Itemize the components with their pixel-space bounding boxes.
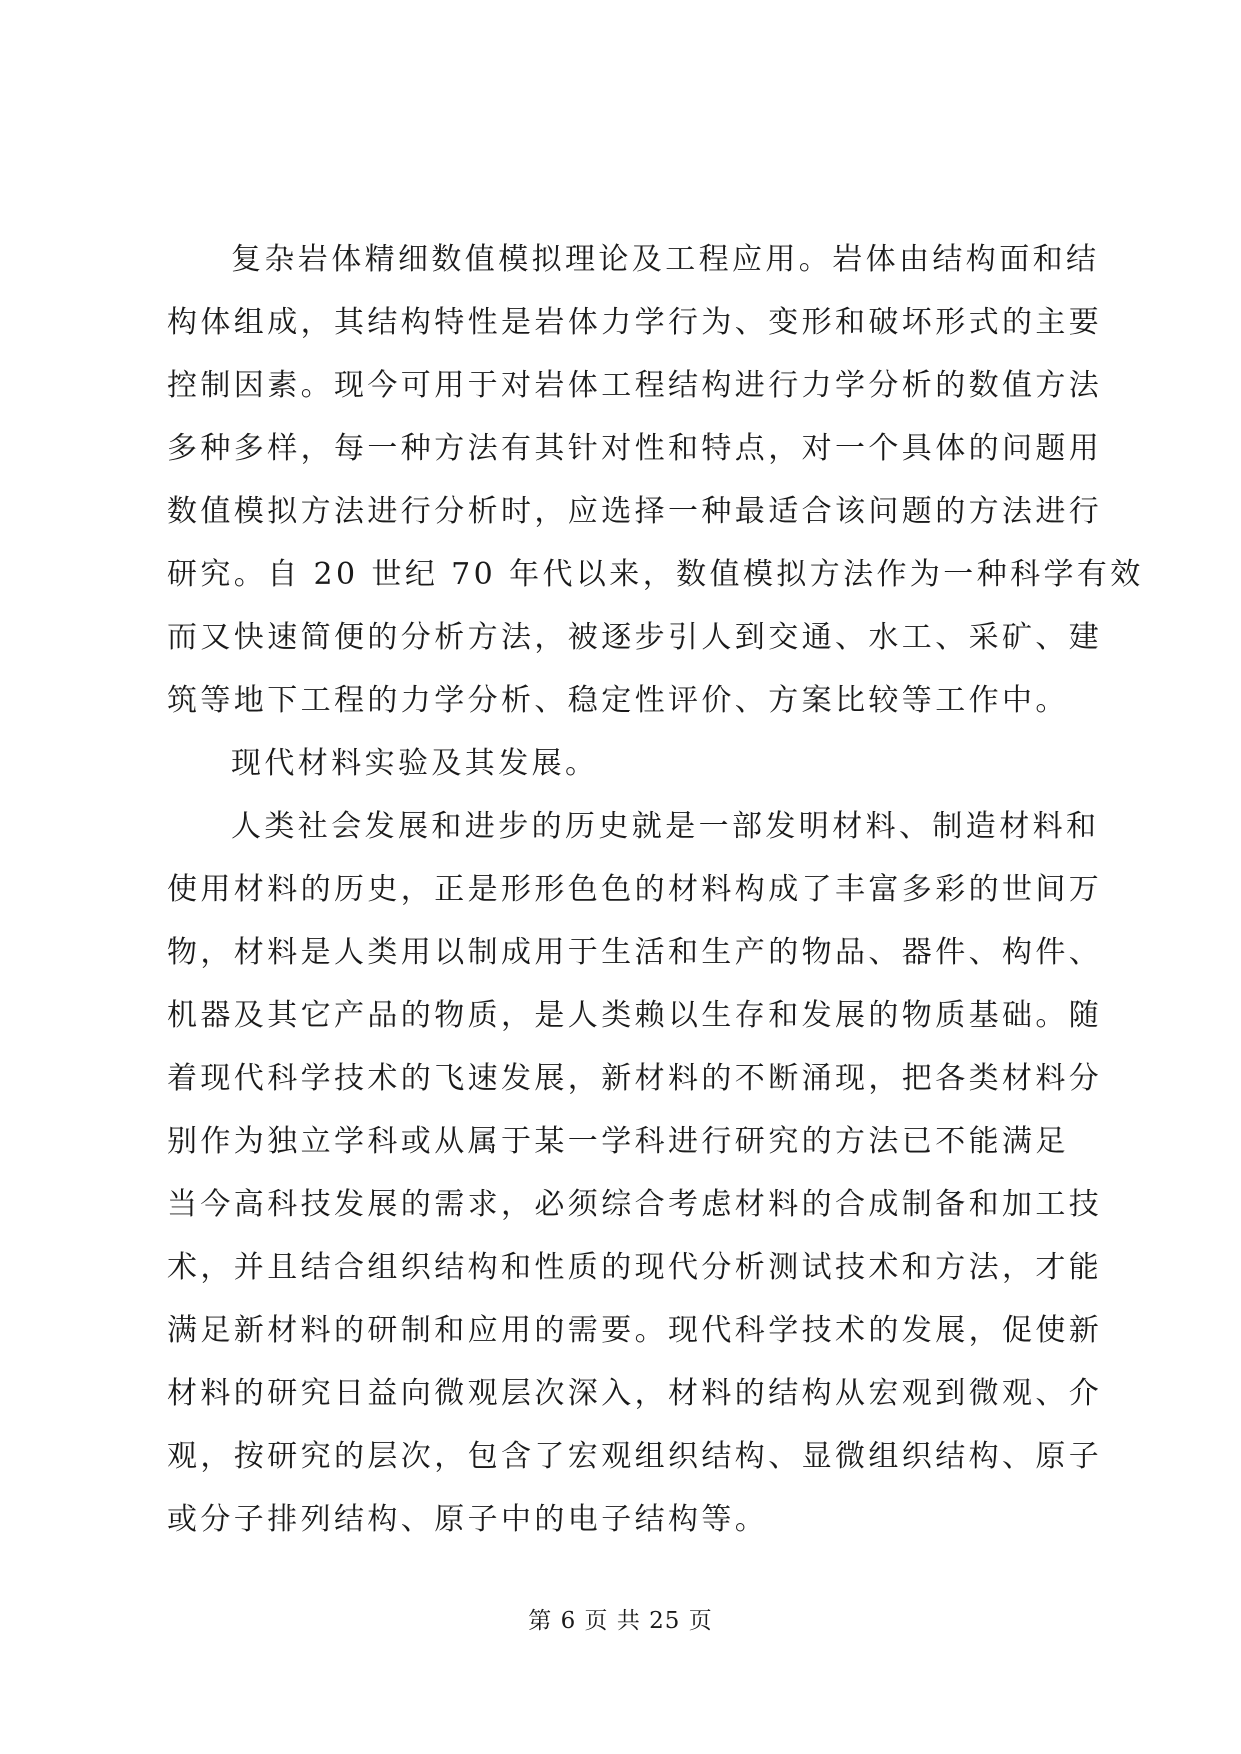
text-line: 机器及其它产品的物质，是人类赖以生存和发展的物质基础。随 [167,998,1103,1033]
text-line: 多种多样，每一种方法有其针对性和特点，对一个具体的问题用 [167,431,1103,466]
text-line: 数值模拟方法进行分析时，应选择一种最适合该问题的方法进行 [167,494,1103,529]
text-line: 筑等地下工程的力学分析、稳定性评价、方案比较等工作中。 [167,683,1069,718]
text-line: 研究。自 20 世纪 70 年代以来，数值模拟方法作为一种科学有效 [167,557,1144,592]
text-line: 控制因素。现今可用于对岩体工程结构进行力学分析的数值方法 [167,368,1103,403]
text-line: 满足新材料的研制和应用的需要。现代科学技术的发展，促使新 [167,1313,1103,1348]
text-line: 而又快速简便的分析方法，被逐步引人到交通、水工、采矿、建 [167,620,1103,655]
text-line: 或分子排列结构、原子中的电子结构等。 [167,1502,769,1537]
text-line: 观，按研究的层次，包含了宏观组织结构、显微组织结构、原子 [167,1439,1103,1474]
text-line: 别作为独立学科或从属于某一学科进行研究的方法已不能满足 [167,1124,1069,1159]
section-heading: 现代材料实验及其发展。 [231,746,599,781]
text-line: 人类社会发展和进步的历史就是一部发明材料、制造材料和 [231,809,1100,844]
text-line: 着现代科学技术的飞速发展，新材料的不断涌现，把各类材料分 [167,1061,1103,1096]
text-line: 构体组成，其结构特性是岩体力学行为、变形和破坏形式的主要 [167,305,1103,340]
page-number-footer: 第 6 页 共 25 页 [528,1608,713,1634]
text-line: 当今高科技发展的需求，必须综合考虑材料的合成制备和加工技 [167,1187,1103,1222]
text-line: 使用材料的历史，正是形形色色的材料构成了丰富多彩的世间万 [167,872,1103,907]
text-line: 复杂岩体精细数值模拟理论及工程应用。岩体由结构面和结 [231,242,1100,277]
text-line: 材料的研究日益向微观层次深入，材料的结构从宏观到微观、介 [167,1376,1103,1411]
text-line: 物，材料是人类用以制成用于生活和生产的物品、器件、构件、 [167,935,1103,970]
body-text [167,228,1144,1551]
text-line: 术，并且结合组织结构和性质的现代分析测试技术和方法，才能 [167,1250,1103,1285]
